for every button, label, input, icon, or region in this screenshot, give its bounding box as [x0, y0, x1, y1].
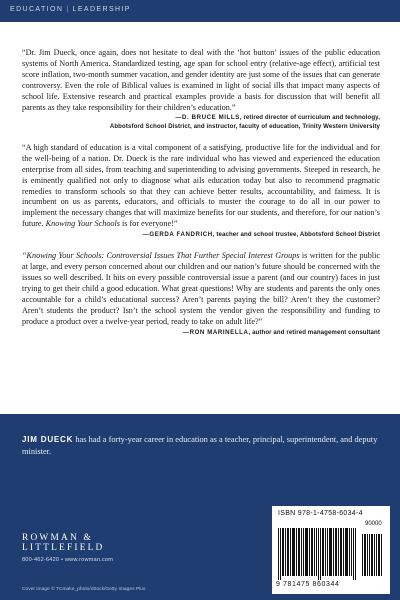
isbn-label: ISBN 978-1-4758-6034-4	[278, 510, 363, 517]
book-title-italic: “Knowing Your Schools: Controversial Issues That Further Special Interest Groups	[22, 251, 300, 261]
endorsement-marinella	[22, 251, 380, 337]
endorser-title-line2: Abbotsford School District, and instructor, faculty of education, Trinity Western University	[109, 122, 380, 130]
category-leadership: LEADERSHIP	[72, 6, 131, 13]
quote-text	[22, 143, 380, 230]
publisher-line1: ROWMAN &	[22, 533, 93, 543]
endorser-title: , retired director of curriculum and technology,	[239, 114, 380, 122]
publisher-contact: 800-462-6420 • www.rowman.com	[22, 556, 114, 563]
barcode-digits: 9 781475 860344	[276, 581, 340, 588]
endorser-name: —GERDA FANDRICH	[142, 231, 213, 239]
endorsements	[22, 48, 380, 349]
author-bio-text: has had a forty-year career in education as a teacher, principal, superintendent, and deputy minister.	[22, 435, 378, 457]
endorser-title: , teacher and school trustee, Abbotsford School District	[212, 231, 380, 239]
quote-body: is written for the public at large, and every person concerned about our children and our nation’s future should be concerned with the issues so well described. It hits on every possible controversial issue a parent (and our country) faces in just trying to get their child a good education. What great questions! Why are students and parents the only ones accountable for a child’s educational success? Aren’t parents paying the bill? Aren’t they the customer? Aren’t students the product? Isn’t the school system the vendor given the responsibility and funding to produce a product over a twelve-year period, ready to take on adult life?”	[22, 251, 380, 326]
price-code: 90000	[365, 521, 382, 527]
endorsement-mills	[22, 48, 380, 131]
author-bio	[22, 434, 382, 458]
quote-attribution	[22, 231, 380, 239]
quote-body: “A high standard of education is a vital component of a satisfying, productive life for the individual and for the well-being of a nation. Dr. Dueck is the rare individual who has viewed and experienced the education enterprise from all sides, from teaching and superintending to advising governments. Steeped in research, he is eminently qualified not only to diagnose what ails education today but also to recommend pragmatic remedies to transform schools so that they can achieve better results, accountability, and fairness. It is incumbent on us as parents, educators, and officials to muster the courage to do all in our power to implement the necessary changes that will maximize benefits for our students, and therefore, for our nation’s future.	[22, 142, 380, 229]
category-separator: |	[66, 6, 70, 13]
barcode-bars-icon	[278, 528, 384, 580]
endorsement-fandrich	[22, 143, 380, 239]
publisher-line2: LITTLEFIELD	[22, 543, 105, 554]
quote-attribution	[22, 329, 380, 337]
endorser-name: —RON MARINELLA	[182, 328, 249, 336]
quote-attribution	[22, 114, 380, 130]
author-panel	[0, 414, 400, 600]
quote-text	[22, 251, 380, 327]
endorser-name: —D. BRUCE MILLS	[175, 114, 240, 122]
cover-credit: Cover image © TCmake_photo/iStock/Getty Images Plus	[22, 587, 146, 592]
author-name: JIM DUECK	[22, 435, 74, 444]
category-education: EDUCATION	[10, 6, 64, 13]
endorser-title: , author and retired management consultant	[248, 328, 380, 336]
quote-end: is for everyone!”	[119, 219, 178, 229]
category-label	[10, 6, 131, 13]
publisher-logo	[22, 533, 113, 563]
quote-text: “Dr. Jim Dueck, once again, does not hesitate to deal with the ‘hot button’ issues of the public education systems of North America. Standardized testing, age span for school entry (relative-age effect), artificial test score inflation, two-month summer vacation, and gender identity are just some of the issues that can generate controversy. Even the role of Biblical values is examined in light of social ills that impact many aspects of school life. Extensive research and practical examples provide a basis for discussion that will benefit all parents as they take responsibility for their children’s education.”	[22, 48, 380, 112]
category-bar	[0, 0, 400, 22]
book-title-italic: Knowing Your Schools	[45, 219, 120, 229]
barcode	[272, 506, 390, 594]
